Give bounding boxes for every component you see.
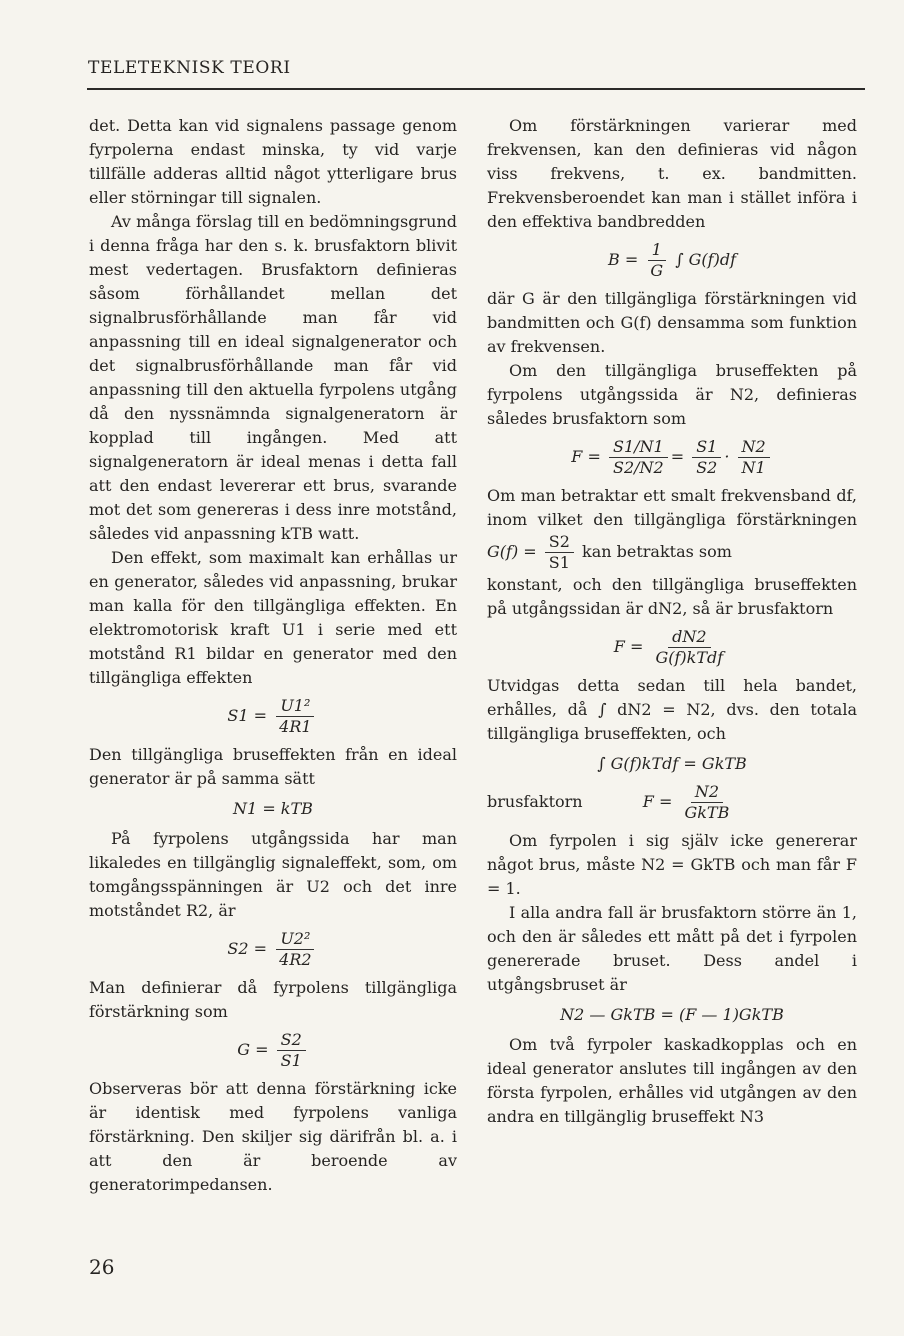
denominator: GkTB bbox=[684, 803, 730, 822]
paragraph: Av många förslag till en bedömningsgrund i denna fråga har den s. k. brusfaktorn blivit mest vedertagen. Brusfaktorn definieras såsom förhållandet mellan det signalbrusförhållande man får vid anpassning till en ideal signalgenerator och det signalbrusförhållande man får vid anpassning till den aktuella fyrpolens utgång då den nyssnämnda signalgeneratorn är kopplad till ingången. Med att signalgeneratorn är ideal menas i detta fall att den endast levererar ett brus, svarande mot det som genereras i dess inre motstånd, således vid anpassning kTB watt. bbox=[89, 212, 457, 543]
paragraph: I alla andra fall är brusfaktorn större än 1, och den är således ett mått på det i fyrpolen genererade bruset. Dess andel i utgångsbruset är bbox=[487, 903, 857, 994]
equation: N1 = kTB bbox=[233, 799, 313, 818]
fraction bbox=[545, 532, 574, 573]
right-column bbox=[487, 114, 857, 1129]
numerator: N2 bbox=[691, 782, 723, 803]
denominator: S1 bbox=[280, 1051, 302, 1070]
paragraph: det. Detta kan vid signalens passage genom fyrpolerna endast minska, ty vid varje tillfälle adderas alltid något ytterligare brus eller störningar till signalen. bbox=[89, 116, 457, 207]
numerator: dN2 bbox=[668, 627, 710, 648]
fraction bbox=[680, 782, 733, 823]
paragraph bbox=[487, 484, 857, 573]
denominator: 4R2 bbox=[279, 950, 312, 969]
paragraph: där G är den tillgängliga förstärkningen vid bandmitten och G(f) densamma som funktion av frekvensen. bbox=[487, 289, 857, 356]
equation-label: brusfaktorn bbox=[487, 792, 583, 811]
equation-lhs: S1 = bbox=[227, 706, 268, 725]
numerator: 1 bbox=[648, 240, 666, 261]
denominator: N1 bbox=[741, 458, 766, 477]
running-header: TELETEKNISK TEORI bbox=[88, 58, 291, 78]
page-number: 26 bbox=[89, 1255, 115, 1279]
numerator: N2 bbox=[738, 437, 770, 458]
equation-lhs: F = bbox=[613, 637, 644, 656]
numerator: U2² bbox=[276, 929, 314, 950]
equation-lhs: F = bbox=[571, 447, 601, 466]
paragraph-text: Om man betraktar ett smalt frekvensband df, inom vilket den tillgängliga förstärkningen bbox=[487, 486, 857, 529]
paragraph-text: kan betraktas som bbox=[582, 542, 732, 561]
equation-lhs: F = bbox=[642, 792, 673, 811]
left-column bbox=[89, 114, 457, 1197]
equation: F = $\frac{S1/N1}{S2/N2}$ = $\frac{S1}{S2}$ · $\frac{N2}{N1}$ bbox=[487, 437, 857, 478]
denominator: 4R1 bbox=[279, 717, 312, 736]
fraction bbox=[277, 1030, 306, 1071]
header-rule bbox=[87, 88, 865, 90]
equation-lhs: G = bbox=[237, 1040, 269, 1059]
integral-expression: ∫ G(f)df bbox=[675, 250, 736, 269]
fraction bbox=[692, 437, 721, 478]
equation-lhs: B = bbox=[608, 250, 639, 269]
numerator: S2 bbox=[545, 532, 574, 553]
fraction bbox=[651, 627, 727, 668]
equation bbox=[89, 696, 457, 737]
denominator: S1 bbox=[548, 553, 570, 572]
equation bbox=[89, 929, 457, 970]
denominator: S2/N2 bbox=[612, 458, 664, 477]
paragraph: Utvidgas detta sedan till hela bandet, erhålles, då ∫ dN2 = N2, dvs. den totala tillgängliga bruseffekten, och bbox=[487, 676, 857, 743]
paragraph: Om fyrpolen i sig själv icke genererar något brus, måste N2 = GkTB och man får F = 1. bbox=[487, 831, 857, 898]
equation: N2 — GkTB = (F — 1)GkTB bbox=[560, 1005, 784, 1024]
paragraph: Om förstärkningen varierar med frekvensen, kan den definieras vid någon viss frekvens, t. ex. bandmitten. Frekvensberoendet kan man i stället införa i den effektiva bandbredden bbox=[487, 116, 857, 231]
paragraph: Observeras bör att denna förstärkning icke är identisk med fyrpolens vanliga förstärkning. Den skiljer sig därifrån bl. a. i att den är beroende av generatorimpedansen. bbox=[89, 1079, 457, 1194]
equation: ∫ G(f)kTdf = GkTB bbox=[597, 754, 747, 773]
paragraph: Om den tillgängliga bruseffekten på fyrpolens utgångssida är N2, definieras således brusfaktorn som bbox=[487, 361, 857, 428]
numerator: S1 bbox=[692, 437, 721, 458]
denominator: G bbox=[650, 261, 664, 280]
numerator: U1² bbox=[276, 696, 314, 717]
numerator: S1/N1 bbox=[609, 437, 668, 458]
denominator: G(f)kTdf bbox=[655, 648, 724, 667]
paragraph: Om två fyrpoler kaskadkopplas och en ideal generator anslutes till ingången av den första fyrpolen, erhålles vid utgången av den andra en tillgänglig bruseffekt N3 bbox=[487, 1035, 857, 1126]
fraction bbox=[275, 696, 315, 737]
equation-lhs: S2 = bbox=[227, 939, 268, 958]
numerator: S2 bbox=[277, 1030, 306, 1051]
fraction bbox=[738, 437, 770, 478]
paragraph: Man definierar då fyrpolens tillgängliga förstärkning som bbox=[89, 978, 457, 1021]
inline-equation-lhs: G(f) = bbox=[487, 542, 537, 561]
paragraph: Den effekt, som maximalt kan erhållas ur en generator, således vid anpassning, brukar man kalla för den tillgängliga effekten. En elektromotorisk kraft U1 i serie med ett motstånd R1 bildar en generator med den tillgängliga effekten bbox=[89, 548, 457, 687]
equation bbox=[487, 240, 857, 281]
paragraph: Den tillgängliga bruseffekten från en ideal generator är på samma sätt bbox=[89, 745, 457, 788]
paragraph: konstant, och den tillgängliga bruseffekten på utgångssidan är dN2, så är brusfaktorn bbox=[487, 575, 857, 618]
equation bbox=[487, 627, 857, 668]
equation bbox=[89, 1030, 457, 1071]
fraction bbox=[646, 240, 667, 281]
equation bbox=[487, 782, 857, 823]
fraction bbox=[609, 437, 668, 478]
denominator: S2 bbox=[696, 458, 718, 477]
fraction bbox=[275, 929, 315, 970]
paragraph: På fyrpolens utgångssida har man likaledes en tillgänglig signaleffekt, som, om tomgångsspänningen är U2 och det inre motståndet R2, är bbox=[89, 829, 457, 920]
